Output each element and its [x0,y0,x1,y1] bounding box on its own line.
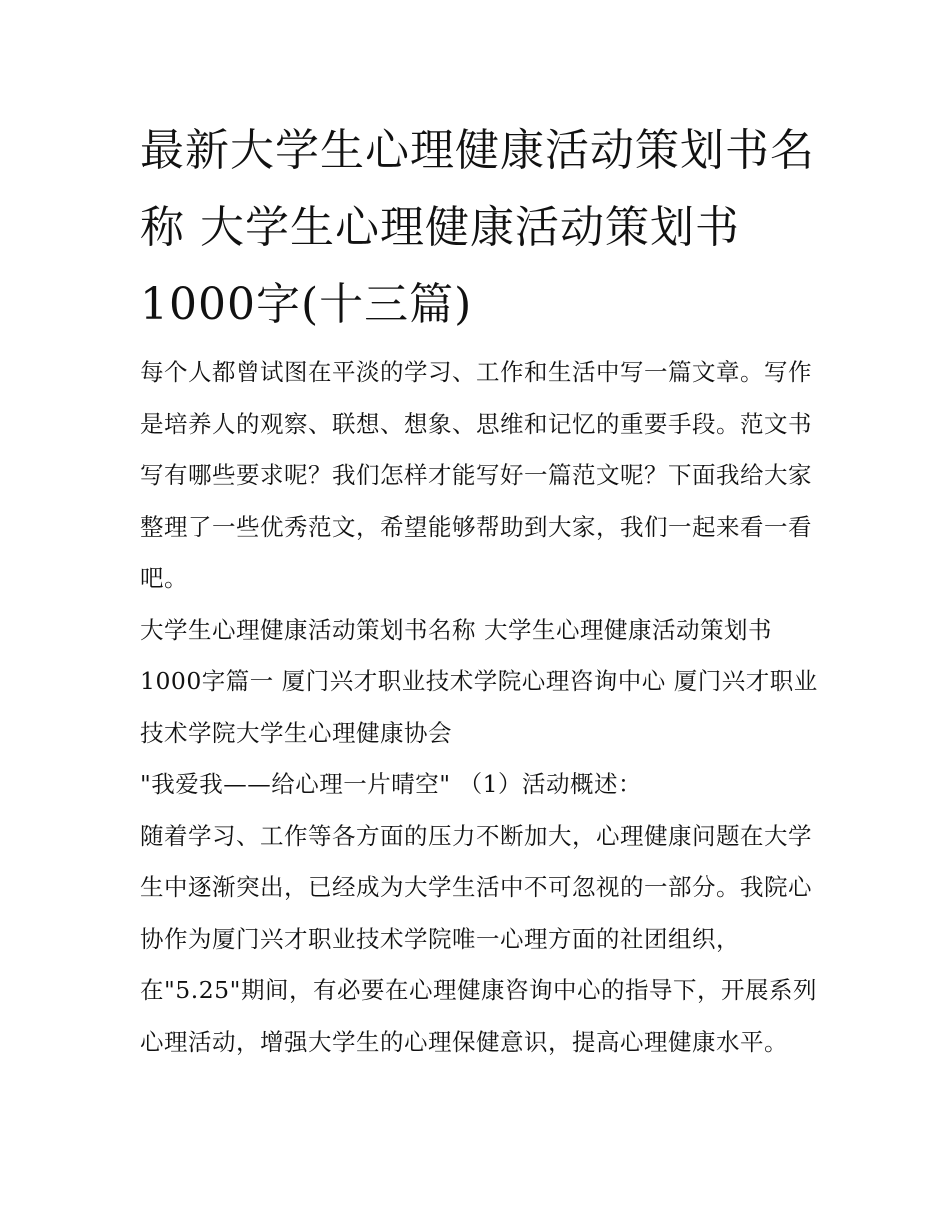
document-title: 最新大学生心理健康活动策划书名称 大学生心理健康活动策划书1000字(十三篇) [140,125,815,330]
intro-paragraph: 每个人都曾试图在平淡的学习、工作和生活中写一篇文章。写作是培养人的观察、联想、想象、思维和记忆的重要手段。范文书写有哪些要求呢？我们怎样才能写好一篇范文呢？下面我给大家整理了一些优秀范文，希望能够帮助到大家，我们一起来看一看吧。 [140,358,812,592]
document-page [140,112,820,1068]
activity-theme-line: "我爱我——给心理一片晴空" （1）活动概述： [140,770,643,798]
activity-overview-paragraph: 随着学习、工作等各方面的压力不断加大，心理健康问题在大学生中逐渐突出，已经成为大学生活中不可忽视的一部分。我院心协作为厦门兴才职业技术学院唯一心理方面的社团组织，在"5.25"期间，有必要在心理健康咨询中心的指导下，开展系列心理活动，增强大学生的心理保健意识，提高心理健康水平。 [140,821,817,1056]
section-heading-paragraph: 大学生心理健康活动策划书名称 大学生心理健康活动策划书1000字篇一 厦门兴才职业技术学院心理咨询中心 厦门兴才职业技术学院大学生心理健康协会 [140,615,818,747]
